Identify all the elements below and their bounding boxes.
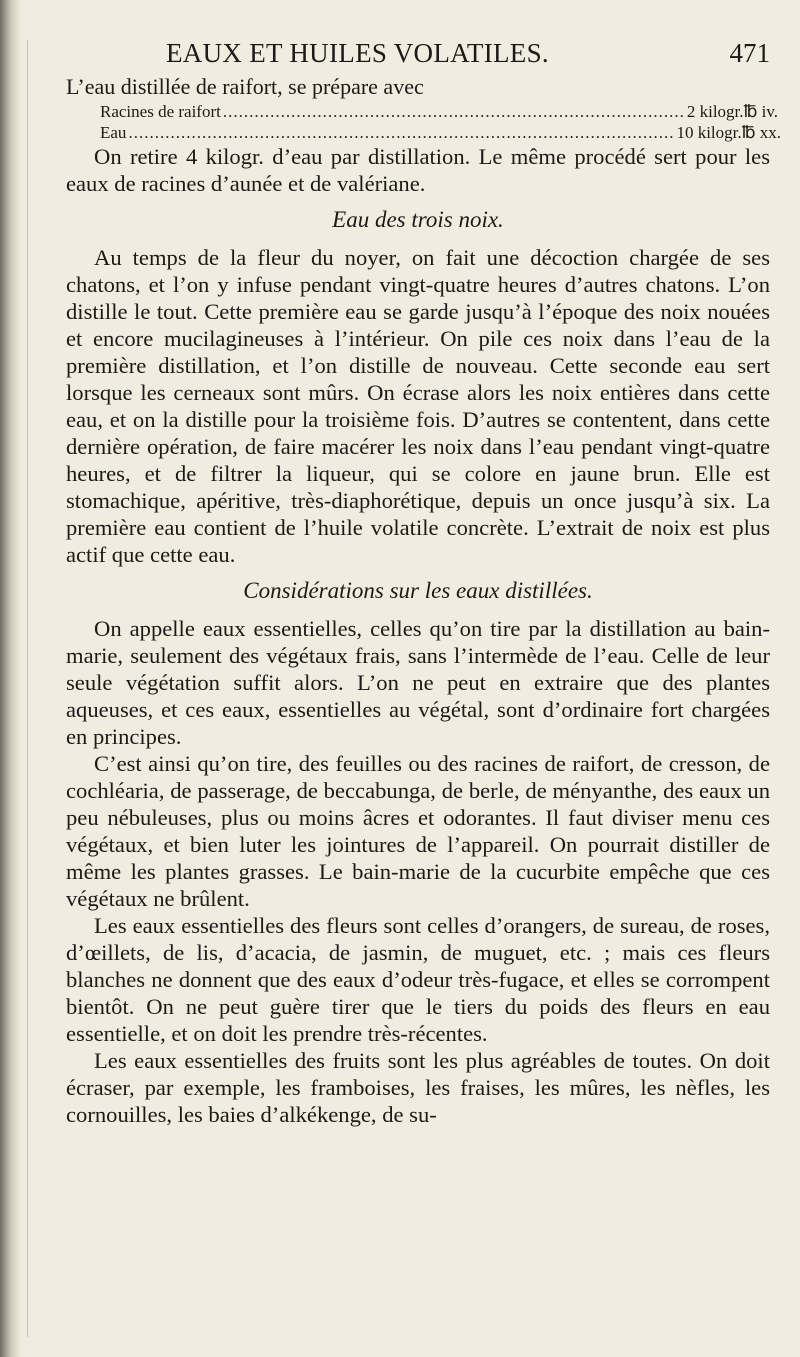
dot-leader: ........................................................................................ [222, 102, 685, 121]
ingredient-old-unit: ℔ xx. [741, 123, 782, 142]
ingredient-quantity: 2 kilogr. [686, 102, 744, 121]
section-title-considerations: Considérations sur les eaux distillées. [243, 578, 593, 603]
paragraph: C’est ainsi qu’on tire, des feuilles ou des racines de raifort, de cresson, de cochléaria, de passerage, de beccabunga, de berle, de ményanthe, des eaux un peu nébuleuses, plus ou moins âcres et odorantes. Il faut diviser menu ces végétaux, et bien luter les jointures de l’appareil. On pourrait distiller de même les plantes grasses. Le bain-marie de la cucurbite empêche que ces végétaux ne brûlent. [66, 751, 770, 911]
ingredient-name: Racines de raifort [100, 102, 221, 121]
recipe-row [100, 101, 779, 122]
ingredient-quantity: 10 kilogr. [676, 123, 742, 142]
paragraph: Au temps de la fleur du noyer, on fait une décoction chargée de ses chatons, et l’on y infuse pendant vingt-quatre heures d’autres chatons. L’on distille le tout. Cette première eau se garde jusqu’à l’époque des noix nouées et encore mucilagineuses à l’intérieur. On pile ces noix dans l’eau de la première distillation, et l’on distille de nouveau. Cette seconde eau sert lorsque les cerneaux sont mûrs. On écrase alors les noix entières dans cette eau, et on la distille pour la troisième fois. D’autres se contentent, dans cette dernière opération, de faire macérer les noix dans l’eau pendant vingt-quatre heures, et de filtrer la liqueur, qui se colore en jaune brun. Elle est stomachique, apéritive, très-diaphorétique, depuis un once jusqu’à six. La première eau contient de l’huile volatile concrète. L’extrait de noix est plus actif que cette eau. [66, 245, 770, 567]
paragraph: On retire 4 kilogr. d’eau par distillation. Le même procédé sert pour les eaux de racines d’aunée et de valériane. [66, 144, 770, 196]
paragraph: Les eaux essentielles des fleurs sont celles d’orangers, de sureau, de roses, d’œillets, de lis, d’acacia, de jasmin, de muguet, etc. ; mais ces fleurs blanches ne donnent que des eaux d’odeur très-fugace, et elles se corrompent bientôt. On ne peut guère tirer que le tiers du poids des fleurs en eau essentielle, et on doit les prendre très-récentes. [66, 913, 770, 1046]
gutter-line [27, 40, 28, 1337]
recipe-row [100, 122, 782, 143]
page-number: 471 [729, 38, 770, 68]
dot-leader: ........................................................................................................ [128, 123, 675, 142]
book-gutter [0, 0, 22, 1357]
paragraph: On appelle eaux essentielles, celles qu’on tire par la distillation au bain-marie, seulement des végétaux frais, sans l’intermède de l’eau. Celle de leur seule végétation suffit alors. L’on ne peut en extraire que des plantes aqueuses, et ces eaux, essentielles au végétal, sont d’ordinaire fort chargées en principes. [66, 616, 770, 749]
running-title: EAUX ET HUILES VOLATILES. [166, 38, 549, 68]
paragraph: Les eaux essentielles des fruits sont les plus agréables de toutes. On doit écraser, par exemple, les framboises, les fraises, les mûres, les nèfles, les cornouilles, les baies d’alkékenge, de su- [66, 1048, 770, 1127]
recipe-table [100, 101, 782, 143]
ingredient-name: Eau [100, 123, 127, 142]
intro-line: L’eau distillée de raifort, se prépare avec [66, 74, 424, 99]
body-text [66, 143, 770, 1128]
ingredient-old-unit: ℔ iv. [743, 102, 779, 121]
section-title-trois-noix: Eau des trois noix. [332, 207, 504, 232]
page-header [66, 38, 770, 74]
